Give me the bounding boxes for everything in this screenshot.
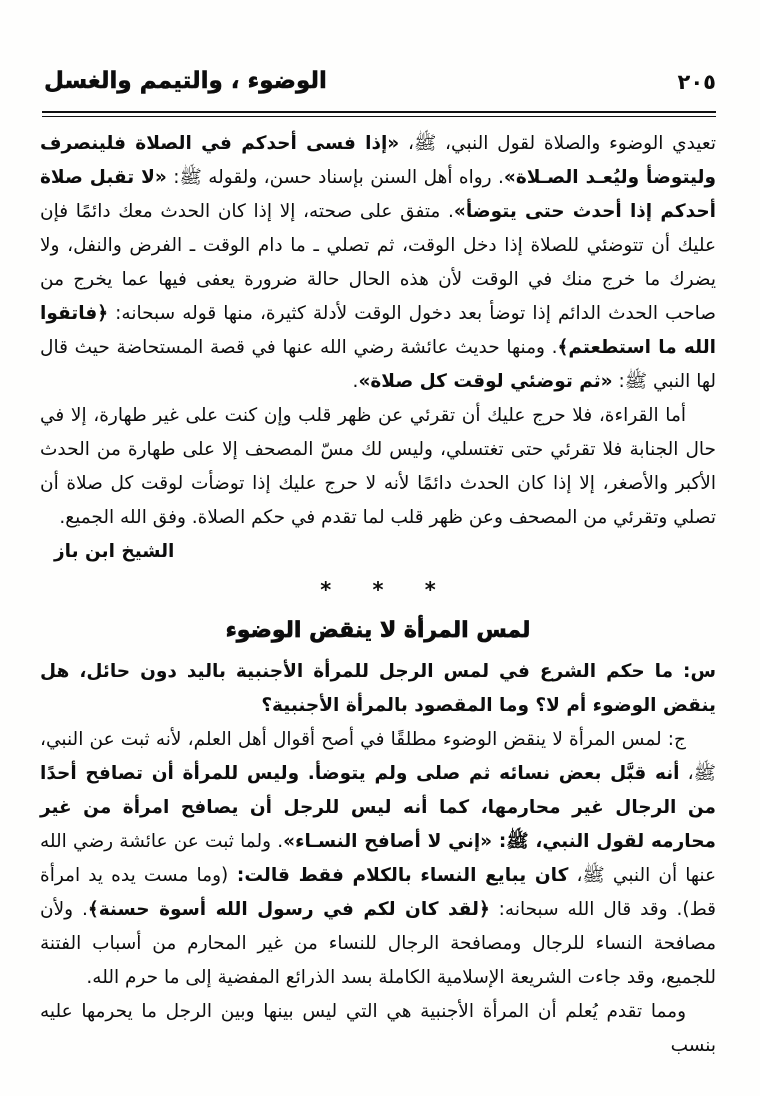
body-blocks xyxy=(40,127,716,1063)
chapter-title: الوضوء ، والتيمم والغسل xyxy=(44,68,327,94)
asterisk-separator xyxy=(40,569,716,609)
text-segment: ج: لمس المرأة لا ينقض الوضوء مطلقًا في أصح أقوال أهل العلم، لأنه ثبت عن النبي، ﷺ، xyxy=(40,729,716,784)
text-segment: س: ما حكم الشرع في لمس الرجل للمرأة الأجنبية باليد دون حائل، هل ينقض الوضوء أم لا؟ وما المقصود بالمرأة الأجنبية؟ xyxy=(40,661,716,716)
page-number: ٢٠٥ xyxy=(677,70,716,94)
text-segment: . ومنها حديث عائشة رضي الله عنها في قصة المستحاضة حيث قال لها النبي ﷺ: xyxy=(40,337,716,392)
text-segment: . رواه أهل السنن بإسناد حسن، ولقوله ﷺ: xyxy=(166,167,504,188)
text-segment: ﴿لقد كان لكم في رسول الله أسوة حسنة﴾ xyxy=(87,899,490,920)
header-double-rule xyxy=(42,111,716,117)
text-segment: «لا تقبل صلاة أحدكم إذا أحدث حتى يتوضأ» xyxy=(40,167,716,222)
text-segment: * * * xyxy=(320,578,436,602)
answer-paragraph xyxy=(40,723,716,995)
text-segment: ﴿فاتقوا الله ما استطعتم﴾ xyxy=(40,303,716,358)
running-head xyxy=(44,68,716,94)
text-segment: أنه قبَّل بعض نسائه ثم صلى ولم يتوضأ. وليس للمرأة أن تصافح أحدًا من الرجال غير محارمها، كما أنه ليس للرجل أن يصافح امرأة من غير محارمه لقول النبي، ﷺ: «إني لا أصافح النسـاء» xyxy=(40,763,717,852)
text-segment: . ولأن مصافحة النساء للرجال ومصافحة الرجال للنساء من غير المحارم من أسباب الفتنة للجميع، وقد جاءت الشريعة الإسلامية الكاملة بسد الذرائع المفضية إلى ما حرم الله. xyxy=(40,899,716,988)
question-paragraph xyxy=(40,655,716,723)
text-segment: (وما مست يده يد امرأة قط). وقد قال الله سبحانه: xyxy=(40,865,716,920)
text-segment: . متفق على صحته، إلا إذا كان الحدث معك دائمًا فإن عليك أن تتوضئي للصلاة إذا دخل الوقت، ثم تصلي ـ ما دام الوقت ـ الفرض والنفل، ولا يضرك ما خرج منك في الوقت لأن هذه الحال حالة ضرورة يعفى فيها عما يخرج من صاحب الحدث الدائم إذا توضأ بعد دخول الوقت لأدلة كثيرة، منها قوله سبحانه: xyxy=(40,201,716,324)
text-segment: تعيدي الوضوء والصلاة لقول النبي، ﷺ، xyxy=(399,133,716,154)
text-segment: أما القراءة، فلا حرج عليك أن تقرئي عن ظهر قلب وإن كنت على غير طهارة، إلا في حال الجنابة فلا تقرئي حتى تغتسلي، وليس لك مسّ المصحف إلا على طهارة من الحدث الأكبر والأصغر، إلا إذا كان الحدث دائمًا لأنه لا حرج عليك إذا توضأت لوقت كل صلاة أن تصلي وتقرئي من المصحف وعن ظهر قلب لما تقدم في حكم الصلاة. وفق الله الجميع. xyxy=(40,405,716,528)
text-segment: . ولما ثبت عن عائشة رضي الله عنها أن النبي ﷺ، xyxy=(40,831,716,886)
text-segment: الشيخ ابن باز xyxy=(54,541,175,562)
text-segment: «إذا فسى أحدكم في الصلاة فلينصرف وليتوضأ وليُعـد الصـلاة» xyxy=(40,133,717,188)
signature xyxy=(40,535,716,569)
text-segment: لمس المرأة لا ينقض الوضوء xyxy=(225,618,531,643)
text-segment: «ثم توضئي لوقت كل صلاة» xyxy=(358,371,613,392)
text-segment: . xyxy=(352,371,359,392)
reading-paragraph xyxy=(40,399,716,535)
text-segment: ومما تقدم يُعلم أن المرأة الأجنبية هي التي ليس بينها وبين الرجل ما يحرمها عليه بنسب xyxy=(40,1001,716,1056)
text-segment: كان يبايع النساء بالكلام فقط قالت: xyxy=(228,865,569,886)
definition-paragraph xyxy=(40,995,716,1063)
section-heading xyxy=(40,609,716,655)
continued-answer-paragraph xyxy=(40,127,716,399)
